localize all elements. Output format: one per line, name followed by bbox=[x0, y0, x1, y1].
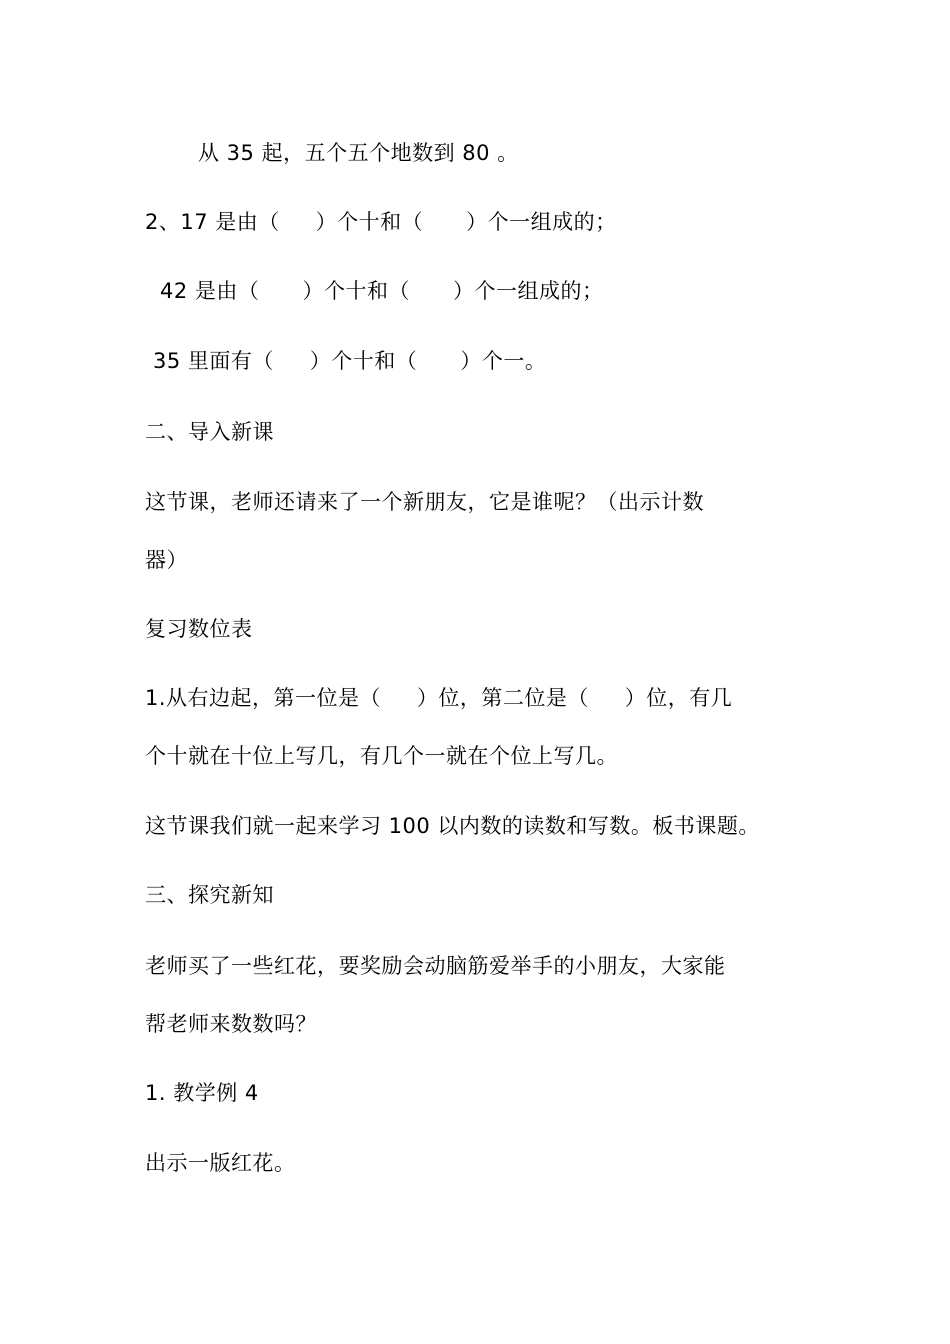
review-place-value-heading: 复习数位表 bbox=[145, 617, 253, 641]
show-red-flowers-line: 出示一版红花。 bbox=[145, 1151, 296, 1175]
question-2-seventeen: 2、17 是由（ ）个十和（ ）个一组成的； bbox=[145, 210, 617, 234]
red-flowers-paragraph-line-2: 帮老师来数数吗？ bbox=[145, 1012, 317, 1036]
question-2-thirty-five: 35 里面有（ ）个十和（ ）个一。 bbox=[153, 349, 547, 373]
section-heading-explore: 三、探究新知 bbox=[145, 883, 274, 907]
section-heading-introduce-lesson: 二、导入新课 bbox=[145, 420, 274, 444]
place-value-question-line-2: 个十就在十位上写几，有几个一就在个位上写几。 bbox=[145, 744, 618, 768]
red-flowers-paragraph-line-1: 老师买了一些红花，要奖励会动脑筋爱举手的小朋友，大家能 bbox=[145, 954, 726, 978]
example-4-heading: 1. 教学例 4 bbox=[145, 1081, 259, 1105]
paragraph-new-friend-line-2: 器） bbox=[145, 548, 188, 572]
question-2-forty-two: 42 是由（ ）个十和（ ）个一组成的； bbox=[160, 279, 604, 303]
paragraph-new-friend-line-1: 这节课，老师还请来了一个新朋友，它是谁呢？（出示计数 bbox=[145, 490, 704, 514]
count-by-fives-instruction: 从 35 起，五个五个地数到 80 。 bbox=[198, 141, 519, 165]
place-value-question-line-1: 1.从右边起，第一位是（ ）位，第二位是（ ）位，有几 bbox=[145, 686, 733, 710]
lesson-topic-paragraph: 这节课我们就一起来学习 100 以内数的读数和写数。板书课题。 bbox=[145, 814, 760, 838]
